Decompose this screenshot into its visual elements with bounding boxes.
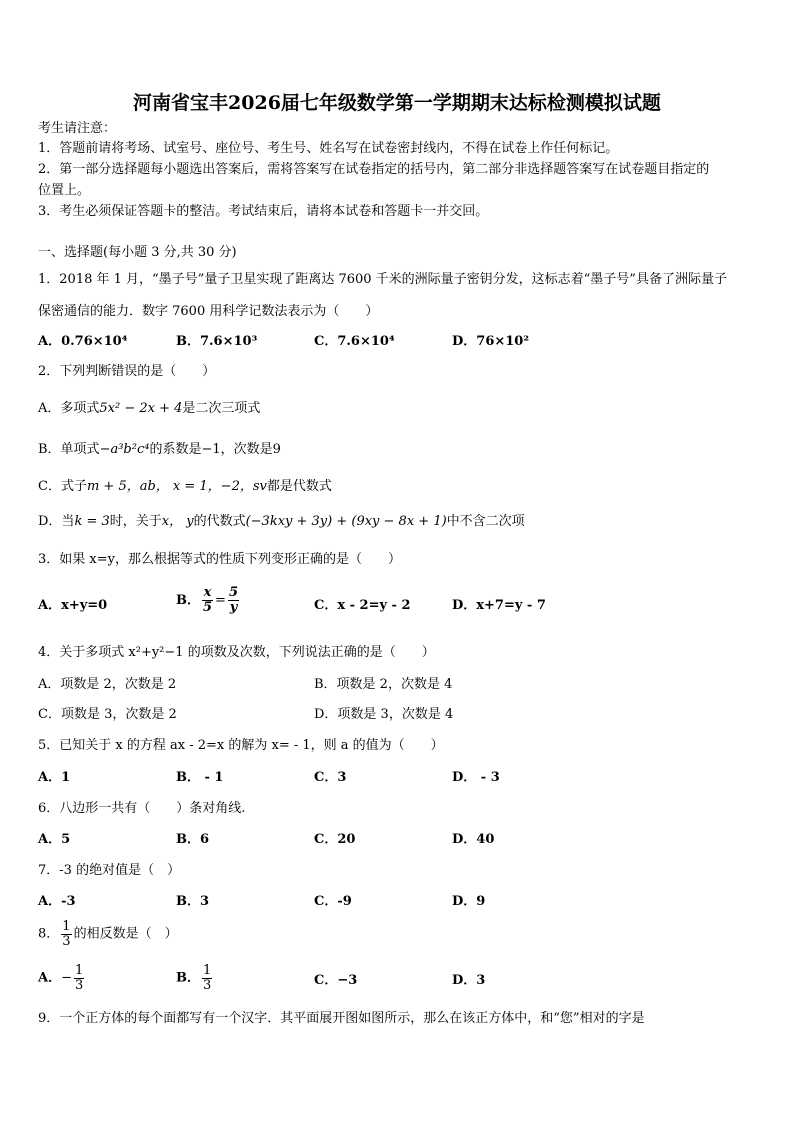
section-heading: 一、选择题(每小题 3 分,共 30 分) xyxy=(38,245,237,260)
q5-option-b: B． - 1 xyxy=(176,770,224,785)
q7-stem: 7．-3 的绝对值是（ ） xyxy=(38,863,181,878)
q8-stem-text: 的相反数是（ ） xyxy=(73,926,178,942)
notice-line-2-cont: 位置上。 xyxy=(38,183,91,198)
q2-d-math-1: k = 3 xyxy=(74,514,110,529)
q6-option-a: A．5 xyxy=(38,832,71,847)
q2-a-math: 5x² − 2x + 4 xyxy=(99,401,183,416)
q1-option-c: C．7.6×10⁴ xyxy=(314,334,395,349)
q8-number: 8． xyxy=(38,926,60,942)
q7-option-d: D．9 xyxy=(452,894,486,909)
q3-b-prefix: B． xyxy=(176,593,200,608)
fraction-numerator: x xyxy=(203,585,212,600)
q4-option-d: D．项数是 3，次数是 4 xyxy=(314,707,454,722)
q8-option-c: C．−3 xyxy=(314,973,358,988)
q8-a-prefix: A． xyxy=(38,970,62,986)
fraction-denominator: 5 xyxy=(203,600,213,615)
q3-option-b xyxy=(176,586,241,615)
notice-line-1: 1．答题前请将考场、试室号、座位号、考生号、姓名写在试卷密封线内，不得在试卷上作任何标记。 xyxy=(38,141,619,156)
q8-b-fraction xyxy=(202,964,212,993)
fraction-numerator: 1 xyxy=(75,963,84,978)
q3-stem: 3．如果 x=y，那么根据等式的性质下列变形正确的是（ ） xyxy=(38,552,401,567)
fraction-numerator: 1 xyxy=(62,919,71,934)
q1-option-d: D．76×10² xyxy=(452,334,530,349)
q2-d-prefix: D．当 xyxy=(38,514,75,529)
q8-b-prefix: B． xyxy=(176,970,200,986)
q2-b-suffix: 的系数是−1，次数是9 xyxy=(149,442,281,457)
q8-a-fraction xyxy=(74,964,84,993)
q2-a-suffix: 是二次三项式 xyxy=(182,401,261,416)
fraction-denominator: 3 xyxy=(203,978,212,993)
q2-d-math-3: (−3kxy + 3y) + (9xy − 8x + 1) xyxy=(245,514,447,529)
fraction-numerator: 5 xyxy=(228,585,238,600)
q2-stem: 2．下列判断错误的是（ ） xyxy=(38,364,216,379)
q4-stem: 4．关于多项式 x²+y²−1 的项数及次数，下列说法正确的是（ ） xyxy=(38,645,435,660)
q2-a-prefix: A．多项式 xyxy=(38,401,100,416)
q8-fraction xyxy=(61,920,71,949)
q2-c-suffix: 都是代数式 xyxy=(266,479,332,494)
q2-option-b xyxy=(38,442,281,458)
q2-c-math: m + 5，ab， x = 1，−2，sv xyxy=(86,479,267,494)
q2-d-mid-2: 的代数式 xyxy=(193,514,246,529)
q7-option-c: C．-9 xyxy=(314,894,352,909)
q5-option-d: D． - 3 xyxy=(452,770,500,785)
q8-a-sign: − xyxy=(61,970,72,986)
q4-option-c: C．项数是 3，次数是 2 xyxy=(38,707,177,722)
q3-option-a: A．x+y=0 xyxy=(38,598,108,613)
q4-option-a: A．项数是 2，次数是 2 xyxy=(38,677,177,692)
q2-option-a xyxy=(38,401,260,417)
q5-stem: 5．已知关于 x 的方程 ax - 2=x 的解为 x= - 1，则 a 的值为（ ） xyxy=(38,738,444,753)
q2-b-prefix: B．单项式 xyxy=(38,442,100,457)
q7-option-b: B．3 xyxy=(176,894,210,909)
q3-option-c: C．x - 2=y - 2 xyxy=(314,598,411,613)
q6-option-c: C．20 xyxy=(314,832,356,847)
q1-stem-line2: 保密通信的能力．数字 7600 用科学记数法表示为（ ） xyxy=(38,304,379,319)
q2-option-c xyxy=(38,479,332,495)
q2-c-prefix: C．式子 xyxy=(38,479,87,494)
notice-line-3: 3．考生必须保证答题卡的整洁。考试结束后，请将本试卷和答题卡一并交回。 xyxy=(38,204,489,219)
q5-option-a: A．1 xyxy=(38,770,71,785)
q3-option-d: D．x+7=y - 7 xyxy=(452,598,546,613)
q1-stem-line1: 1．2018 年 1 月，“墨子号”量子卫星实现了距离达 7600 千米的洲际量子密钥分发，这标志着“墨子号”具备了洲际量子 xyxy=(38,272,727,287)
q2-b-math: −a³b²c⁴ xyxy=(99,442,150,457)
q8-option-a xyxy=(38,964,86,993)
notice-line-2: 2．第一部分选择题每小题选出答案后，需将答案写在试卷指定的括号内，第二部分非选择题答案写在试卷题目指定的 xyxy=(38,162,710,177)
q3-b-fraction-left xyxy=(202,586,213,615)
q2-d-math-2: x， y xyxy=(161,514,194,529)
notice-heading: 考生请注意： xyxy=(38,121,117,136)
q5-option-c: C．3 xyxy=(314,770,347,785)
q4-option-b: B．项数是 2，次数是 4 xyxy=(314,677,453,692)
q1-option-b: B．7.6×10³ xyxy=(176,334,258,349)
q6-stem: 6．八边形一共有（ ）条对角线. xyxy=(38,801,246,816)
q2-d-mid: 时，关于 xyxy=(109,514,162,529)
page-title: 河南省宝丰2026届七年级数学第一学期期末达标检测模拟试题 xyxy=(133,92,661,114)
q8-option-d: D．3 xyxy=(452,973,486,988)
fraction-denominator: 3 xyxy=(75,978,84,993)
q1-option-a: A．0.76×10⁴ xyxy=(38,334,128,349)
q3-b-fraction-right xyxy=(228,586,239,615)
q8-stem xyxy=(38,920,178,949)
q3-b-equals: = xyxy=(215,593,226,608)
fraction-denominator: y xyxy=(229,600,238,615)
q2-d-suffix: 中不含二次项 xyxy=(446,514,525,529)
q9-stem: 9．一个正方体的每个面都写有一个汉字．其平面展开图如图所示，那么在该正方体中，和“您”相对的字是 xyxy=(38,1011,645,1026)
q6-option-d: D．40 xyxy=(452,832,495,847)
q6-option-b: B．6 xyxy=(176,832,210,847)
q2-option-d xyxy=(38,514,525,530)
fraction-numerator: 1 xyxy=(203,963,212,978)
q8-option-b xyxy=(176,964,214,993)
fraction-denominator: 3 xyxy=(62,934,71,949)
q7-option-a: A．-3 xyxy=(38,894,76,909)
